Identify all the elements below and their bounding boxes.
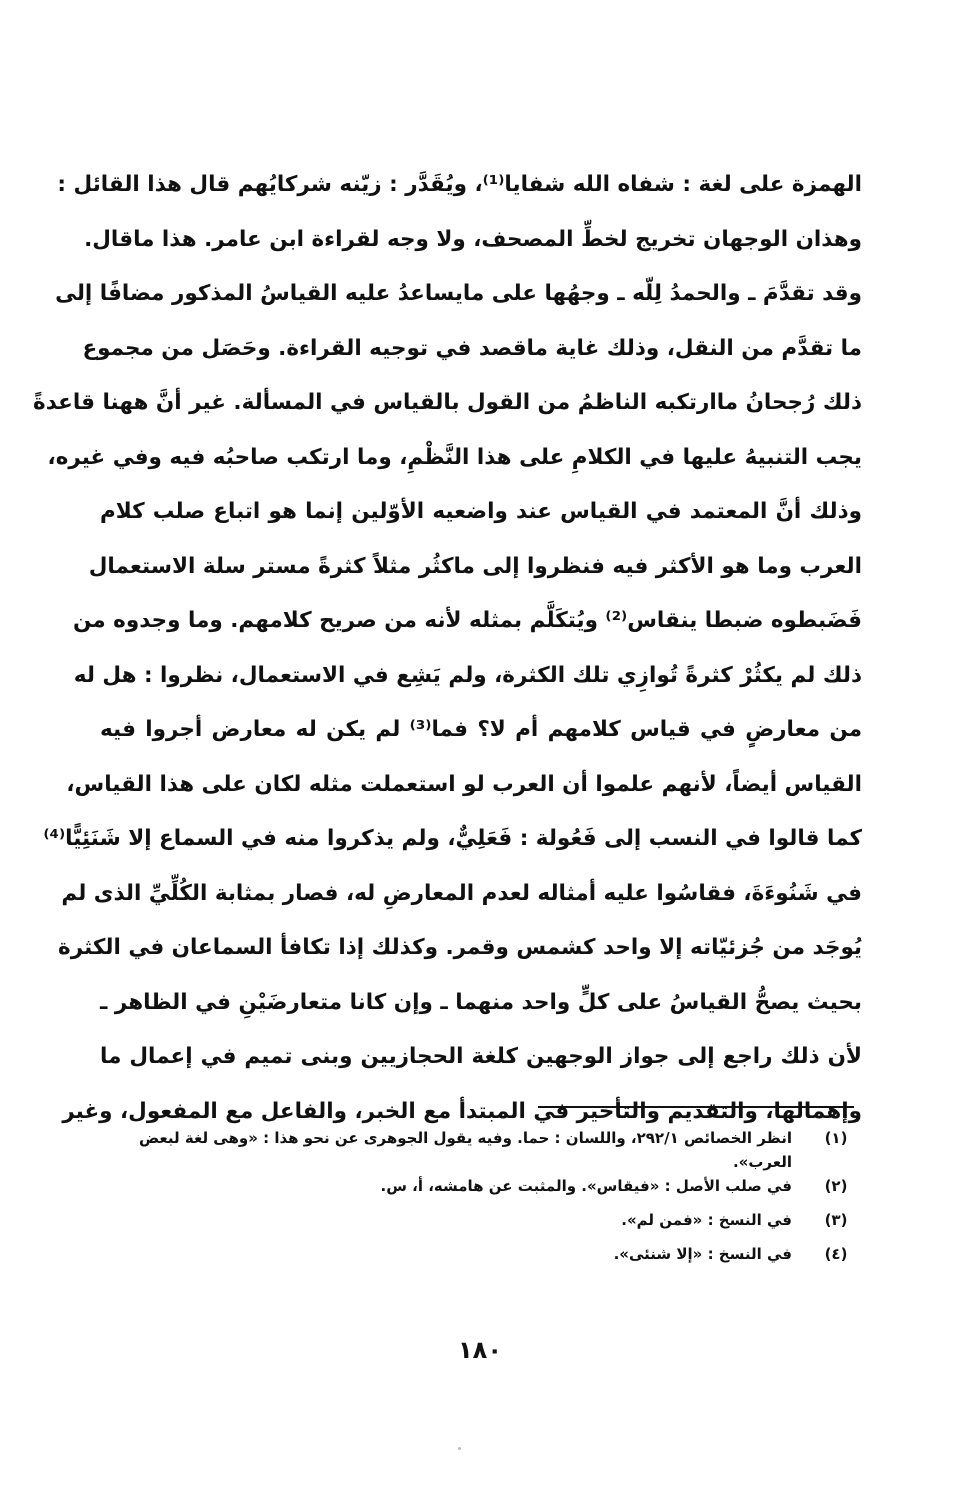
footnote-text: في النسخ : «إلا شنئى». xyxy=(613,1245,792,1263)
text-line: في شَنُوءَةَ، فقاسُوا عليه أمثاله لعدم المعارضِ له، فصار بمثابة الكُلِّيِّ الذى لم xyxy=(61,880,862,906)
text-line: ذلك لم يكثُرْ كثرةً تُوازِي تلك الكثرة، ولم يَشِع في الاستعمال، نظروا : هل له xyxy=(73,662,862,688)
footnote-text: في صلب الأصل : «فيقاس». والمثبت عن هامشه، أ، س. xyxy=(380,1177,792,1195)
text-line: فَضَبطوه ضبطا ينقاس⁽²⁾ ويُتكَلَّم بمثله لأنه من صريح كلامهم. وما وجدوه من xyxy=(73,608,862,633)
text-line: يجب التنبيهُ عليها في الكلامِ على هذا النَّظْمِ، وما ارتكب صاحبُه فيه وفي غيره، xyxy=(47,444,862,470)
text-line: يُوجَد من جُزئيّاته إلا واحد كشمس وقمر. وكذلك إذا تكافأ السماعان في الكثرة xyxy=(58,935,862,960)
page-number: ١٨٠ xyxy=(458,1336,502,1364)
footnote-number: (١) xyxy=(824,1129,848,1147)
text-line: ذلك رُجحانُ ماارتكبه الناظمُ من القول بالقياس في المسألة. غير أنَّ ههنا قاعدةً xyxy=(33,390,862,415)
footnote-1 xyxy=(100,1126,862,1174)
text-line: العرب وما هو الأكثر فيه فنظروا إلى ماكثُر مثلاً كثرةً مستر سلة الاستعمال xyxy=(88,553,862,579)
footnotes xyxy=(100,1126,862,1276)
footnote-2 xyxy=(100,1174,862,1208)
main-text xyxy=(33,158,863,1139)
text-line: كما قالوا في النسب إلى فَعُولة : فَعَلِيٌّ، ولم يذكروا منه في السماع إلا شَنَئِيًّا⁽⁴⁾ xyxy=(43,826,862,851)
text-line: لأن ذلك راجع إلى جواز الوجهين كلغة الحجازيين وبنى تميم في إعمال ما xyxy=(100,1044,862,1069)
text-line: ما تقدَّم من النقل، وذلك غاية ماقصد في توجيه القراءة. وحَصَل من مجموع xyxy=(82,335,862,361)
text-line: من معارضٍ في قياس كلامهم أم لا؟ فما⁽³⁾ لم يكن له معارض أجروا فيه xyxy=(100,717,863,742)
text-line: وقد تقدَّمَ ـ والحمدُ لِلّه ـ وجهُها على مايساعدُ عليه القياسُ المذكور مضافًا إلى xyxy=(55,281,862,306)
text-line: وذلك أنَّ المعتمد في القياس عند واضعيه الأوّلين إنما هو اتباع صلب كلام xyxy=(100,499,862,524)
footnote-text: انظر الخصائص ٢٩٢/١، واللسان : حما. وفيه يقول الجوهرى عن نحو هذا : «وهى لغة لبعض العرب». xyxy=(138,1129,792,1171)
footnote-number: (٢) xyxy=(824,1177,848,1195)
text-line: الهمزة على لغة : شفاه الله شفايا⁽¹⁾، ويُقَدَّر : زيّنه شركايُهم قال هذا القائل : xyxy=(57,172,862,197)
footnote-number: (٣) xyxy=(824,1211,848,1229)
footnote-4 xyxy=(100,1242,862,1276)
footnote-3 xyxy=(100,1208,862,1242)
text-line: القياس أيضاً، لأنهم علموا أن العرب لو استعملت مثله لكان على هذا القياس، xyxy=(66,771,862,797)
scan-speck xyxy=(458,1447,461,1450)
text-line: وإهمالها، والتقديم والتأخير في المبتدأ مع الخبر، والفاعل مع المفعول، وغير xyxy=(62,1098,862,1124)
footnote-text: في النسخ : «فمن لم». xyxy=(621,1211,792,1229)
footnote-number: (٤) xyxy=(824,1245,848,1263)
text-line: وهذان الوجهان تخريج لخطِّ المصحف، ولا وجه لقراءة ابن عامر. هذا ماقال. xyxy=(84,226,862,252)
text-line: بحيث يصحُّ القياسُ على كلٍّ واحد منهما ـ وإن كانا متعارضَيْنِ في الظاهر ـ xyxy=(100,989,862,1015)
footnote-divider xyxy=(538,1106,854,1108)
